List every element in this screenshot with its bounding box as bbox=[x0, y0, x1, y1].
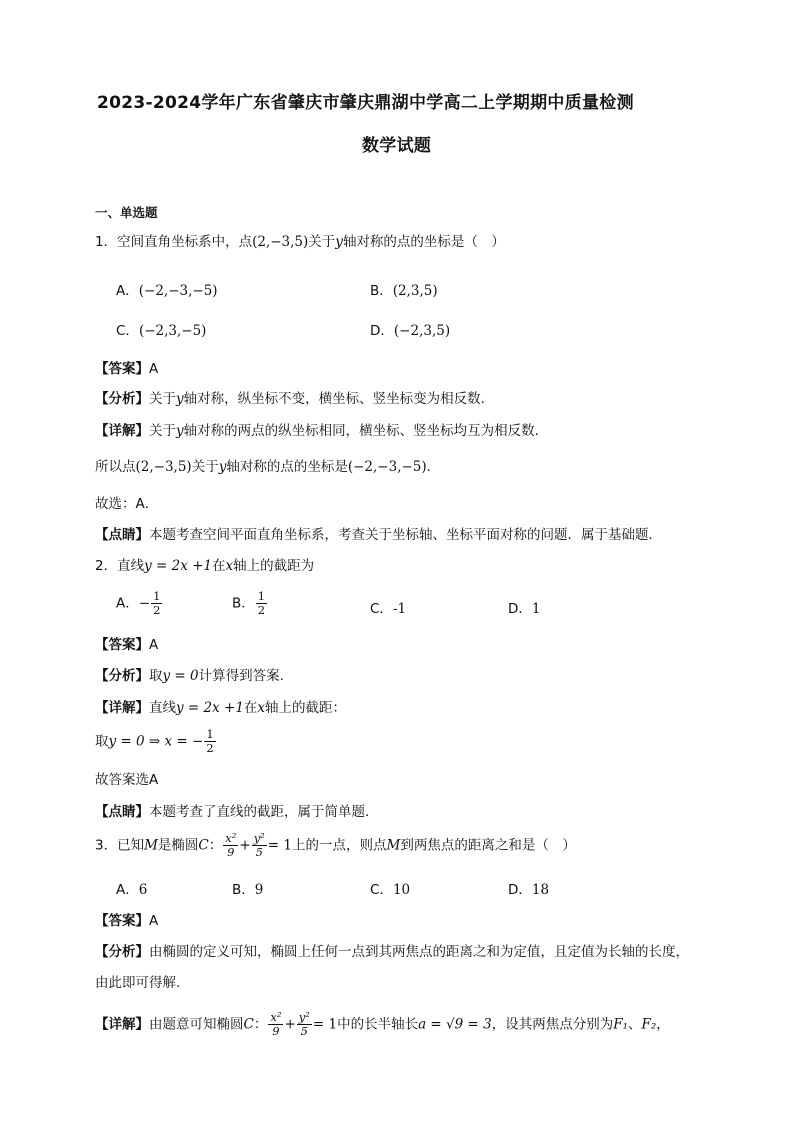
answer-label: 【答案】 bbox=[95, 913, 149, 929]
analysis-text: 关于 bbox=[149, 391, 176, 407]
axis-symbol: y bbox=[176, 391, 184, 407]
curve-symbol: C bbox=[198, 837, 209, 854]
line-equation: y = 2x +1 bbox=[176, 700, 244, 716]
option-label: D． bbox=[508, 601, 532, 617]
answer-value: A bbox=[149, 637, 159, 653]
equation: a = √9 = 3 bbox=[418, 1016, 492, 1033]
text: ． bbox=[426, 459, 441, 475]
numerator: x² bbox=[270, 1010, 282, 1024]
text: 取 bbox=[95, 733, 109, 750]
text: ， bbox=[656, 1016, 670, 1033]
option-value: -1 bbox=[392, 601, 407, 617]
denominator: 5 bbox=[300, 1024, 308, 1038]
fraction-y bbox=[297, 1011, 312, 1038]
option-label: B． bbox=[232, 595, 255, 612]
text: 、 bbox=[627, 1016, 642, 1033]
q1-option-c bbox=[116, 319, 206, 339]
point: (2,−3,5) bbox=[135, 459, 192, 475]
answer-label: 【答案】 bbox=[95, 361, 149, 377]
q1-stem bbox=[95, 233, 505, 251]
equation-rhs: = 1 bbox=[267, 837, 292, 854]
text: 到两焦点的距离之和是（ ） bbox=[400, 837, 576, 854]
analysis-label: 【分析】 bbox=[95, 391, 149, 407]
equation-rhs: = 1 bbox=[312, 1016, 338, 1033]
option-label: A． bbox=[116, 283, 139, 299]
q2-analysis bbox=[95, 667, 284, 685]
detail-text: 中的长半轴长 bbox=[337, 1016, 419, 1033]
q1-analysis bbox=[95, 390, 494, 408]
option-value: (−2,3,5) bbox=[393, 323, 451, 339]
option-label: C． bbox=[116, 323, 139, 339]
q1-stem-text-c: 轴对称的点的坐标是（ ） bbox=[342, 234, 505, 250]
comment-label: 【点睛】 bbox=[95, 804, 149, 820]
option-value: 1 bbox=[531, 601, 541, 617]
text: 是椭圆 bbox=[157, 837, 199, 854]
q3-analysis bbox=[95, 943, 689, 961]
q2-take bbox=[95, 728, 217, 755]
axis-symbol: x bbox=[257, 700, 266, 716]
q2-option-d bbox=[508, 597, 541, 617]
q1-axis: y bbox=[335, 234, 343, 250]
numerator: y² bbox=[298, 1010, 310, 1024]
detail-text: 轴对称的两点的纵坐标相同，横坐标、竖坐标均互为相反数． bbox=[183, 423, 549, 439]
option-label: C． bbox=[370, 882, 393, 898]
line-equation: y = 2x +1 bbox=[144, 558, 213, 574]
page-title: 2023-2024学年广东省肇庆市肇庆鼎湖中学高二上学期期中质量检测 bbox=[97, 93, 634, 113]
text: 在 bbox=[212, 558, 226, 574]
q1-option-a bbox=[116, 279, 218, 299]
fraction-x bbox=[223, 832, 238, 859]
denominator: 5 bbox=[255, 845, 263, 859]
q3-option-d bbox=[508, 878, 549, 898]
equation: y = 0 ⇒ x = − bbox=[108, 733, 204, 750]
q1-stem-text-b: 关于 bbox=[308, 234, 336, 250]
option-label: B． bbox=[370, 283, 393, 299]
analysis-label: 【分析】 bbox=[95, 668, 149, 684]
option-label: A． bbox=[116, 595, 139, 612]
fraction bbox=[151, 590, 162, 617]
q2-stem bbox=[95, 557, 314, 575]
q3-option-c bbox=[370, 878, 410, 898]
option-label: A． bbox=[116, 882, 139, 898]
fraction bbox=[204, 728, 215, 755]
sign: − bbox=[138, 595, 151, 612]
text: 轴上的截距为 bbox=[233, 558, 315, 574]
detail-label: 【详解】 bbox=[95, 700, 149, 716]
numerator: y² bbox=[253, 831, 265, 845]
q1-comment bbox=[95, 526, 662, 544]
text: ： bbox=[253, 1016, 268, 1033]
q1-answer bbox=[95, 360, 158, 378]
numerator: x² bbox=[225, 831, 237, 845]
detail-text: ，设其两焦点分别为 bbox=[491, 1016, 614, 1033]
section-heading: 一、单选题 bbox=[95, 205, 158, 220]
denominator: 2 bbox=[206, 741, 214, 755]
answer-value: A bbox=[149, 361, 159, 377]
q2-option-b bbox=[232, 590, 268, 617]
q3-option-a bbox=[116, 878, 147, 898]
analysis-text: 由椭圆的定义可知，椭圆上任何一点到其两焦点的距离之和为定值，且定值为长轴的长度， bbox=[149, 944, 689, 960]
result-point: (−2,−3,−5) bbox=[347, 459, 427, 475]
q3-option-b bbox=[232, 878, 263, 898]
denominator: 2 bbox=[153, 603, 161, 617]
option-value: (−2,−3,−5) bbox=[138, 283, 218, 299]
point-symbol: M bbox=[144, 837, 158, 854]
fraction-y bbox=[252, 832, 267, 859]
detail-text: 在 bbox=[243, 700, 258, 716]
analysis-text: 取 bbox=[149, 668, 163, 684]
focus-symbol: F₂ bbox=[641, 1016, 657, 1033]
q1-choose: 故选：A． bbox=[95, 496, 159, 512]
analysis-label: 【分析】 bbox=[95, 944, 149, 960]
comment-text: 本题考查空间平面直角坐标系，考查关于坐标轴、坐标平面对称的问题．属于基础题． bbox=[149, 527, 662, 543]
text: 2．直线 bbox=[95, 558, 145, 574]
detail-label: 【详解】 bbox=[95, 1016, 149, 1033]
text: 关于 bbox=[191, 459, 219, 475]
option-value: (2,3,5) bbox=[392, 283, 438, 299]
denominator: 9 bbox=[272, 1024, 280, 1038]
q1-option-d bbox=[370, 319, 450, 339]
detail-label: 【详解】 bbox=[95, 423, 149, 439]
option-value: 10 bbox=[392, 882, 411, 898]
focus-symbol: F₁ bbox=[613, 1016, 628, 1033]
q1-stem-text-a: 1．空间直角坐标系中，点 bbox=[95, 234, 253, 250]
q1-conclusion bbox=[95, 458, 440, 476]
curve-symbol: C bbox=[243, 1016, 254, 1033]
text: 3．已知 bbox=[95, 837, 145, 854]
detail-text: 由题意可知椭圆 bbox=[149, 1016, 244, 1033]
numerator: 1 bbox=[257, 589, 266, 603]
option-label: D． bbox=[370, 323, 394, 339]
option-label: C． bbox=[370, 601, 393, 617]
option-value: 9 bbox=[254, 882, 264, 898]
q2-answer bbox=[95, 636, 158, 654]
option-label: D． bbox=[508, 882, 532, 898]
equation: y = 0 bbox=[162, 668, 199, 684]
numerator: 1 bbox=[206, 727, 214, 741]
text: 轴对称的点的坐标是 bbox=[226, 459, 348, 475]
axis-symbol: x bbox=[225, 558, 234, 574]
q3-analysis-cont: 由此即可得解. bbox=[95, 975, 181, 991]
point-symbol: M bbox=[386, 837, 401, 854]
option-value: (−2,3,−5) bbox=[138, 323, 207, 339]
comment-text: 本题考查了直线的截距，属于简单题. bbox=[149, 804, 370, 820]
analysis-text: 轴对称，纵坐标不变，横坐标、竖坐标变为相反数． bbox=[183, 391, 495, 407]
axis-symbol: y bbox=[176, 423, 184, 439]
analysis-text: 计算得到答案. bbox=[198, 668, 284, 684]
denominator: 9 bbox=[227, 845, 235, 859]
q2-detail bbox=[95, 699, 346, 717]
answer-value: A bbox=[149, 913, 159, 929]
text: 所以点 bbox=[95, 459, 136, 475]
page-subtitle: 数学试题 bbox=[362, 136, 432, 156]
denominator: 2 bbox=[257, 603, 266, 617]
detail-text: 直线 bbox=[149, 700, 176, 716]
text: ： bbox=[208, 837, 223, 854]
q2-option-c bbox=[370, 597, 406, 617]
option-label: B． bbox=[232, 882, 255, 898]
q3-detail: 【详解】由题意可知椭圆C： $\frac{\text{x²}}{9}$ + $\frac{\text{y²}}{5}$ = 1中的长半轴长a = √9 = 3，设其两焦点分别为F₁、F₂， bbox=[95, 1010, 670, 1038]
fraction bbox=[256, 590, 267, 617]
detail-text: 关于 bbox=[149, 423, 176, 439]
text: 上的一点，则点 bbox=[292, 837, 387, 854]
q2-comment bbox=[95, 803, 369, 821]
q2-conclusion: 故答案选A bbox=[95, 772, 159, 788]
q2-option-a bbox=[116, 590, 163, 617]
option-value: 18 bbox=[531, 882, 550, 898]
q3-stem: 3．已知M是椭圆C： $\frac{\text{x²}}{9}$ + $\frac{\text{y²}}{5}$ = 1上的一点，则点M到两焦点的距离之和是（ ） bbox=[95, 831, 576, 859]
q1-detail bbox=[95, 422, 548, 440]
numerator: 1 bbox=[153, 589, 161, 603]
comment-label: 【点睛】 bbox=[95, 527, 149, 543]
q1-point: (2,−3,5) bbox=[252, 234, 309, 250]
detail-text: 轴上的截距： bbox=[265, 700, 347, 716]
q1-option-b bbox=[370, 279, 438, 299]
fraction-x bbox=[268, 1011, 283, 1038]
axis-symbol: y bbox=[218, 459, 227, 475]
q3-answer bbox=[95, 912, 158, 930]
answer-label: 【答案】 bbox=[95, 637, 149, 653]
option-value: 6 bbox=[138, 882, 148, 898]
